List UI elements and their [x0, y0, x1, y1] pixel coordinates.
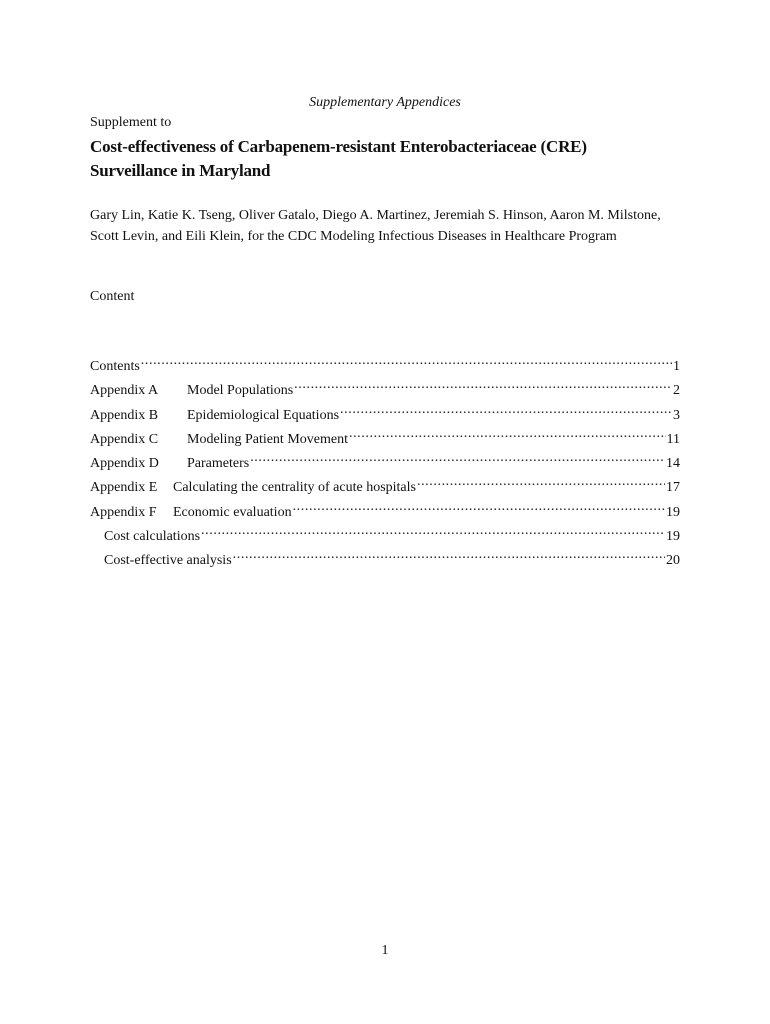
running-header: Supplementary Appendices [309, 95, 461, 110]
toc-entry-prefix: Appendix E [90, 480, 158, 496]
toc-entry-prefix: Appendix D [90, 456, 159, 472]
toc-entry-appendix-e[interactable] [90, 473, 680, 497]
toc-entry-prefix: Appendix C [90, 431, 159, 447]
toc-entry-title: Cost calculations [104, 529, 201, 545]
toc-dot-leader [250, 449, 665, 467]
toc-entry-title: Contents [90, 359, 140, 374]
toc-entry-title: Modeling Patient Movement [187, 431, 348, 447]
toc-entry-page: 1 [673, 359, 680, 374]
author-list: Gary Lin, Katie K. Tseng, Oliver Gatalo, Diego A. Martinez, Jeremiah S. Hinson, Aaron M. Milstone, Scott Levin, and Eili Klein, for the CDC Modeling Infectious Diseases in Healthcare Program [90, 208, 661, 244]
toc-entry-page: 14 [666, 456, 680, 472]
title-line-1: Cost-effectiveness of Carbapenem-resistant Enterobacteriaceae (CRE) [90, 137, 587, 156]
toc-dot-leader [141, 352, 672, 370]
toc-dot-leader [233, 546, 665, 564]
toc-entry-page: 17 [666, 480, 680, 496]
toc-entry-page: 11 [666, 431, 680, 447]
toc-entry-title: Model Populations [187, 383, 294, 399]
toc-dot-leader [417, 473, 665, 491]
title-line-2: Surveillance in Maryland [90, 161, 271, 180]
toc-entry-appendix-d[interactable] [90, 449, 680, 473]
toc-entry-title: Cost-effective analysis [104, 553, 232, 569]
toc-entry-appendix-c[interactable] [90, 425, 680, 449]
toc-entry-appendix-a[interactable] [90, 376, 680, 400]
toc-dot-leader [294, 376, 672, 394]
toc-entry-page: 2 [673, 383, 680, 399]
toc-entry-title: Economic evaluation [173, 504, 292, 520]
toc-entry-appendix-b[interactable] [90, 401, 680, 425]
supplement-label: Supplement to [90, 115, 172, 130]
document-title [90, 135, 680, 183]
toc-dot-leader [349, 425, 666, 443]
content-heading: Content [90, 289, 135, 304]
toc-entry-page: 19 [666, 529, 680, 545]
toc-entry-page: 20 [666, 553, 680, 569]
toc-entry-prefix: Appendix B [90, 407, 159, 423]
toc-dot-leader [340, 401, 672, 419]
toc-entry-page: 19 [666, 504, 680, 520]
toc-dot-leader [201, 522, 665, 540]
toc-entry-title: Calculating the centrality of acute hospitals [173, 480, 416, 496]
toc-dot-leader [293, 498, 665, 516]
toc-entry-prefix: Appendix A [90, 383, 159, 399]
toc-entry-cost-effective-analysis[interactable] [90, 546, 680, 570]
toc-entry-cost-calculations[interactable] [90, 522, 680, 546]
toc-entry-contents[interactable] [90, 352, 680, 376]
toc-entry-title: Parameters [187, 456, 250, 472]
toc-entry-title: Epidemiological Equations [187, 407, 340, 423]
page-number: 1 [381, 943, 389, 958]
toc-entry-page: 3 [673, 407, 680, 423]
toc-entry-prefix: Appendix F [90, 504, 157, 520]
table-of-contents [90, 352, 680, 571]
toc-entry-appendix-f[interactable] [90, 498, 680, 522]
